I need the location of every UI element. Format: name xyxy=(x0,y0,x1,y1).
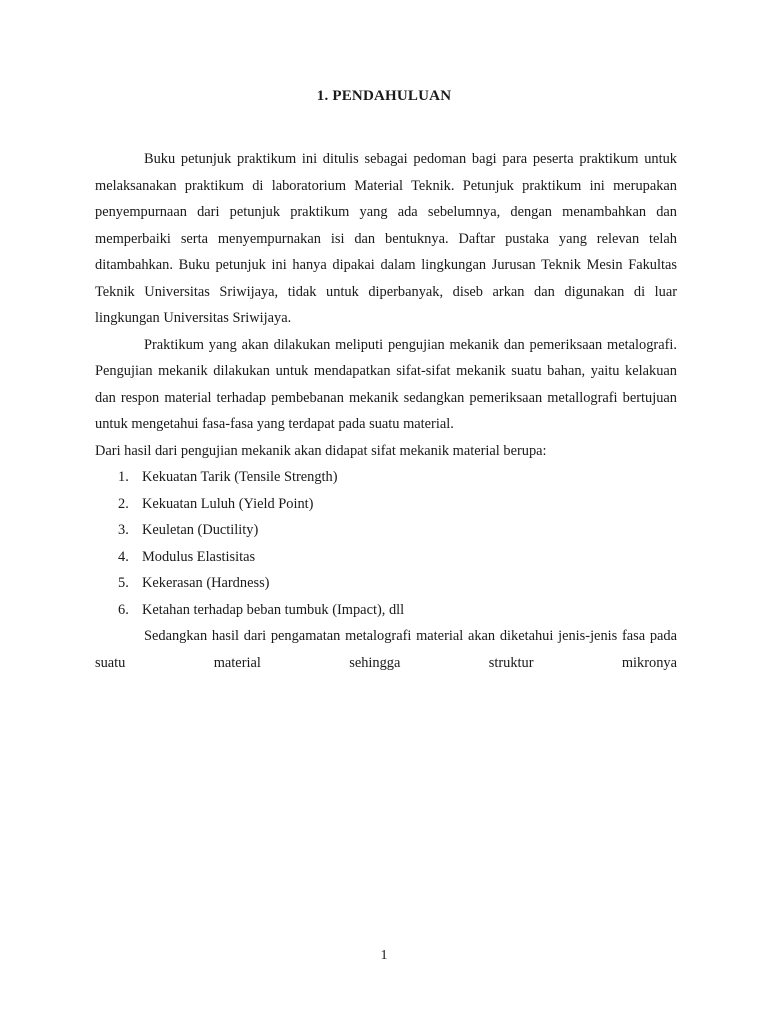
list-item-text: Kekuatan Tarik (Tensile Strength) xyxy=(142,469,338,485)
paragraph-scope: Praktikum yang akan dilakukan meliputi pengujian mekanik dan pemeriksaan metalografi. Pengujian mekanik dilakukan untuk mendapatkan sifat-sifat mekanik suatu bahan, yaitu kelakuan dan respon material terhadap pembebanan mekanik sedangkan pemeriksaan metallografi bertujuan untuk mengetahui fasa-fasa yang terdapat pada suatu material. xyxy=(95,336,677,432)
list-item-number: 2. xyxy=(118,495,129,512)
list-item-number: 4. xyxy=(118,548,129,565)
mechanical-properties-list xyxy=(95,464,677,623)
section-title: 1. PENDAHULUAN xyxy=(316,88,452,104)
list-item xyxy=(95,517,677,544)
paragraph-properties-lead: Dari hasil dari pengujian mekanik akan didapat sifat mekanik material berupa: xyxy=(95,442,547,459)
list-item-number: 6. xyxy=(118,601,129,618)
list-item-number: 3. xyxy=(118,522,129,538)
list-item xyxy=(95,464,677,491)
list-item xyxy=(95,570,677,597)
list-item-text: Keuletan (Ductility) xyxy=(142,522,259,538)
list-item-text: Modulus Elastisitas xyxy=(142,548,256,565)
list-item xyxy=(95,597,677,624)
body-text xyxy=(95,146,677,676)
list-item-text: Ketahan terhadap beban tumbuk (Impact), dll xyxy=(142,601,405,618)
list-item xyxy=(95,491,677,518)
list-item-number: 1. xyxy=(118,469,129,485)
page-number: 1 xyxy=(380,948,388,963)
paragraph-metallography: Sedangkan hasil dari pengamatan metalografi material akan diketahui jenis-jenis fasa pada suatu material sehingga struktur mikronya xyxy=(95,628,677,671)
list-item-text: Kekerasan (Hardness) xyxy=(142,575,270,591)
list-item-number: 5. xyxy=(118,575,129,591)
list-item xyxy=(95,544,677,571)
paragraph-intro: Buku petunjuk praktikum ini ditulis sebagai pedoman bagi para peserta praktikum untuk melaksanakan praktikum di laboratorium Material Teknik. Petunjuk praktikum ini merupakan penyempurnaan dari petunjuk praktikum yang ada sebelumnya, dengan menambahkan dan memperbaiki serta menyempurnakan isi dan bentuknya. Daftar pustaka yang relevan telah ditambahkan. Buku petunjuk ini hanya dipakai dalam lingkungan Jurusan Teknik Mesin Fakultas Teknik Universitas Sriwijaya, tidak untuk diperbanyak, diseb arkan dan digunakan di luar lingkungan Universitas Sriwijaya. xyxy=(95,151,677,326)
list-item-text: Kekuatan Luluh (Yield Point) xyxy=(142,495,314,512)
